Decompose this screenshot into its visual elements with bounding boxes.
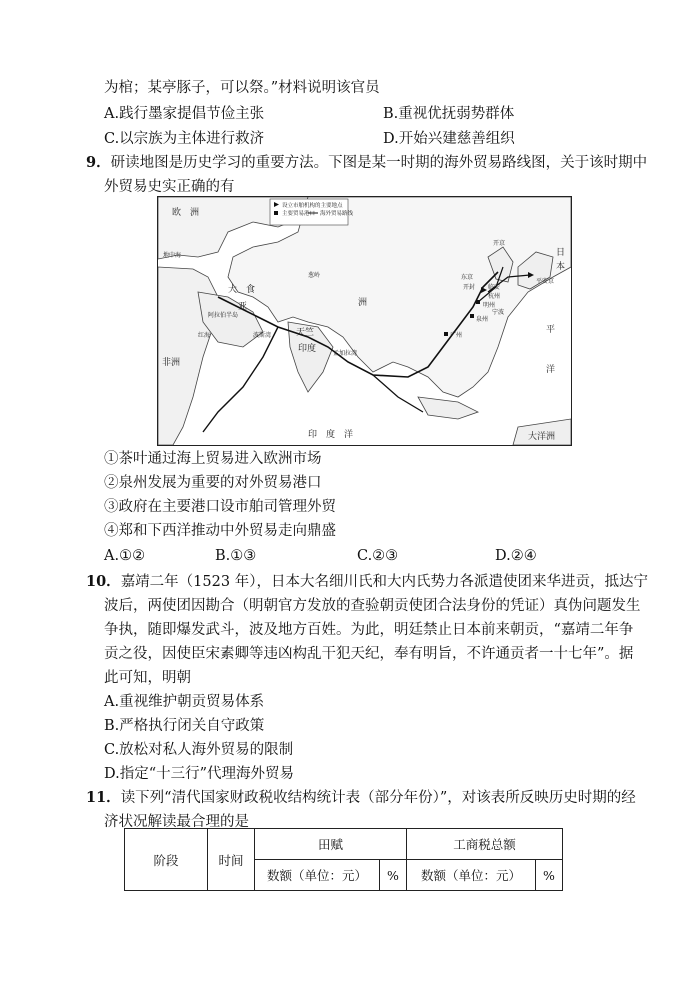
q8-option-c: C.以宗族为主体进行救济 (104, 131, 265, 147)
q9-statement-4: ④郑和下西洋推动中外贸易走向鼎盛 (104, 523, 336, 539)
label-ping: 平 (546, 325, 556, 335)
label-pingan: 平安京 (536, 278, 555, 285)
q10-line3: 争执，随即爆发武斗，波及地方百姓。为此，明廷禁止日本前来朝贡，“嘉靖二年争 (104, 622, 634, 638)
label-indian-ocean: 印 度 洋 (308, 430, 354, 440)
port-marker-mingzhou (476, 300, 480, 304)
trade-route-map-svg (158, 197, 571, 445)
header-tianfu-pct: % (380, 860, 407, 891)
q9-option-d: D.②④ (495, 548, 537, 564)
header-time: 时间 (208, 829, 255, 891)
q10-option-c: C.放松对私人海外贸易的限制 (104, 742, 294, 758)
q9-stem-text: 研读地图是历史学习的重要方法。下图是某一时期的海外贸易路线图，关于该时期中 (110, 155, 648, 171)
label-arabia: 阿拉伯半岛 (208, 312, 239, 319)
q10-line5: 此可知，明朝 (104, 670, 191, 686)
header-tianfu-amount: 数额（单位：元） (255, 860, 380, 891)
header-tianfu: 田赋 (255, 829, 407, 860)
q8-option-d: D.开始兴建慈善组织 (383, 131, 515, 147)
label-quanzhou: 泉州 (476, 316, 489, 323)
q11-number: 11． (86, 789, 121, 806)
q9-stem-line2: 外贸易史实正确的有 (104, 179, 235, 195)
header-gongshang-pct: % (536, 860, 563, 891)
label-zhou: 洲 (358, 298, 368, 308)
label-kaifeng: 开封 (463, 284, 476, 291)
q10-line4: 贡之役，因使臣宋素卿等违凶构乱干犯天纪，奉有明旨，不许通贡者一十七年”。据 (104, 646, 634, 662)
label-africa: 非洲 (162, 358, 181, 368)
trade-route-map (157, 196, 572, 446)
port-marker-guangzhou (444, 332, 448, 336)
header-gongshang-amount: 数额（单位：元） (407, 860, 536, 891)
legend-item1: 设立市舶机构的主要地点 (282, 203, 343, 209)
header-stage: 阶段 (125, 829, 208, 891)
label-yindu: 印度 (298, 344, 317, 354)
legend-item3: 海外贸易路线 (320, 211, 354, 217)
q10-option-b: B.严格执行闭关自守政策 (104, 718, 265, 734)
q9-stem-line1 (86, 153, 647, 173)
label-red-sea: 红海 (198, 332, 211, 339)
label-dongjing: 东京 (461, 274, 474, 281)
label-kaijing: 开京 (493, 240, 506, 247)
islands-land (418, 397, 478, 419)
label-yang: 洋 (546, 365, 556, 375)
legend-item2: 主要贸易港口 (282, 211, 316, 217)
label-tianzhu: 天竺 (296, 328, 315, 338)
label-europe: 欧 洲 (172, 208, 200, 218)
q9-statement-2: ②泉州发展为重要的对外贸易港口 (104, 475, 322, 491)
label-pamir: 葱岭 (308, 272, 321, 279)
label-asia: 亚 (238, 302, 248, 312)
q10-line1 (86, 572, 648, 592)
label-guangzhou: 广州 (450, 332, 463, 339)
q9-statement-3: ③政府在主要港口设市舶司管理外贸 (104, 499, 336, 515)
label-oceania: 大洋洲 (528, 432, 556, 442)
q9-option-b: B.①③ (215, 548, 257, 564)
q10-text-1: 嘉靖二年（1523 年），日本大名细川氏和大内氏势力各派遣使团来华进贡，抵达宁 (120, 574, 648, 590)
legend-square-icon (274, 211, 278, 215)
q9-number: 9． (86, 154, 111, 171)
q10-option-a: A.重视维护朝贡贸易体系 (104, 694, 265, 710)
q9-option-c: C.②③ (357, 548, 399, 564)
q11-line1 (86, 788, 636, 808)
q10-option-d: D.指定“十三行”代理海外贸易 (104, 766, 295, 782)
label-hangzhou: 杭州 (488, 293, 501, 300)
label-ningbo: 宁波 (492, 309, 505, 316)
map-legend (270, 199, 354, 225)
tax-structure-table (124, 828, 563, 891)
label-ri: 日 (556, 248, 566, 258)
q8-option-b: B.重视优抚弱势群体 (383, 106, 515, 122)
q9-statement-1: ①茶叶通过海上贸易进入欧洲市场 (104, 451, 322, 467)
q10-line2: 波后，两使团因勘合（明朝官方发放的查验朝贡使团合法身份的凭证）真伪问题发生 (104, 598, 641, 614)
asia-land (228, 197, 571, 397)
label-dashi: 大 食 (228, 285, 256, 295)
label-mediterranean: 地中海 (163, 252, 182, 259)
table-header-row-1 (125, 829, 563, 860)
q11-line2: 济状况解读最合理的是 (104, 814, 249, 830)
label-linan: 临安 (488, 284, 501, 291)
port-marker-quanzhou (470, 314, 474, 318)
label-bay: 孟加拉湾 (333, 350, 358, 357)
q11-text-1: 读下列“清代国家财政税收结构统计表（部分年份）”，对该表所反映历史时期的经 (120, 790, 636, 806)
southeast-trade-route (373, 375, 423, 412)
q8-tail-line: 为棺；某亭豚子，可以祭。”材料说明该官员 (104, 80, 380, 96)
label-persian: 波斯湾 (253, 332, 272, 339)
label-ben: 本 (556, 262, 566, 272)
q9-option-a: A.①② (104, 548, 146, 564)
q8-option-a: A.践行墨家提倡节俭主张 (104, 106, 265, 122)
header-gongshang: 工商税总额 (407, 829, 563, 860)
q10-number: 10． (86, 573, 121, 590)
label-mingzhou: 明州 (483, 302, 496, 309)
